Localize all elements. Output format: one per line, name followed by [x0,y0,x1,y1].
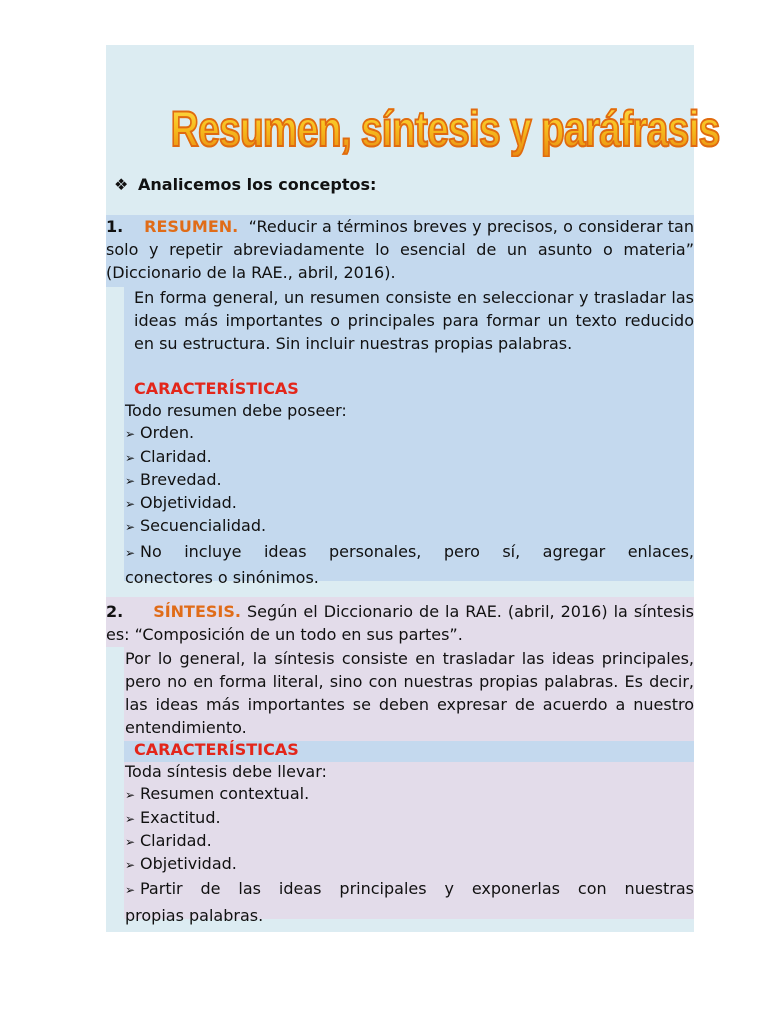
arrow-bullet-icon: ➢ [125,520,136,535]
sintesis-number: 2. [106,602,124,621]
arrow-bullet-icon: ➢ [125,858,136,873]
sintesis-heading: SÍNTESIS. [153,602,241,621]
resumen-characteristics-list [125,400,694,590]
arrow-bullet-icon: ➢ [125,811,136,826]
resumen-characteristics-heading: CARACTERÍSTICAS [134,379,299,398]
sintesis-characteristics-heading: CARACTERÍSTICAS [134,740,299,759]
list-item: ➢ Claridad. [125,830,694,853]
resumen-definition-text: “Reducir a términos breves y precisos, o considerar tan solo y repetir abreviadamente lo esencial de un asunto o materia” (Diccionario de la RAE., abril, 2016). [106,217,694,282]
resumen-heading: RESUMEN. [144,217,239,236]
list-item: ➢ Exactitud. [125,807,694,830]
list-item-continuation: propias palabras. [125,906,264,926]
arrow-bullet-icon: ➢ [125,545,136,560]
sintesis-definition [106,600,694,646]
list-item: ➢ Objetividad. [125,853,694,876]
arrow-bullet-icon: ➢ [125,473,136,488]
sintesis-list-intro: Toda síntesis debe llevar: [125,762,327,781]
arrow-bullet-icon: ➢ [125,883,136,898]
document-title: Resumen, síntesis y paráfrasis [170,101,720,157]
arrow-bullet-icon: ➢ [125,450,136,465]
diamond-bullet-icon: ❖ [114,175,129,194]
list-item: ➢ Resumen contextual. [125,783,694,806]
sintesis-definition-text: Según el Diccionario de la RAE. (abril, 2016) la síntesis es: “Composición de un todo en sus partes”. [106,602,694,644]
arrow-bullet-icon: ➢ [125,427,136,442]
list-item: ➢ Brevedad. [125,469,694,492]
resumen-explanation: En forma general, un resumen consiste en seleccionar y trasladar las ideas más importantes o principales para formar un texto reducido en su estructura. Sin incluir nuestras propias palabras. [134,288,694,353]
document-page [106,45,720,932]
list-item: ➢ No incluye ideas personales, pero sí, agregar enlaces, [125,539,694,566]
list-item-continuation: conectores o sinónimos. [125,567,319,587]
list-item: ➢ Orden. [125,422,694,445]
resumen-number: 1. [106,217,124,236]
resumen-definition [106,215,694,284]
intro-line [114,175,376,195]
arrow-bullet-icon: ➢ [125,497,136,512]
sintesis-characteristics-list [125,761,694,929]
list-item: ➢ Claridad. [125,446,694,469]
arrow-bullet-icon: ➢ [125,788,136,803]
list-item: ➢ Partir de las ideas principales y exponerlas con nuestras [125,876,694,903]
resumen-list-intro: Todo resumen debe poseer: [125,401,347,420]
sintesis-explanation: Por lo general, la síntesis consiste en trasladar las ideas principales, pero no en forma literal, sino con nuestras propias palabras. Es decir, las ideas más importantes se deben expresar de acuerdo a nuestro entendimiento. [125,649,694,737]
arrow-bullet-icon: ➢ [125,834,136,849]
list-item: ➢ Objetividad. [125,492,694,515]
list-item: ➢ Secuencialidad. [125,515,694,538]
intro-text: Analicemos los conceptos: [138,175,377,194]
